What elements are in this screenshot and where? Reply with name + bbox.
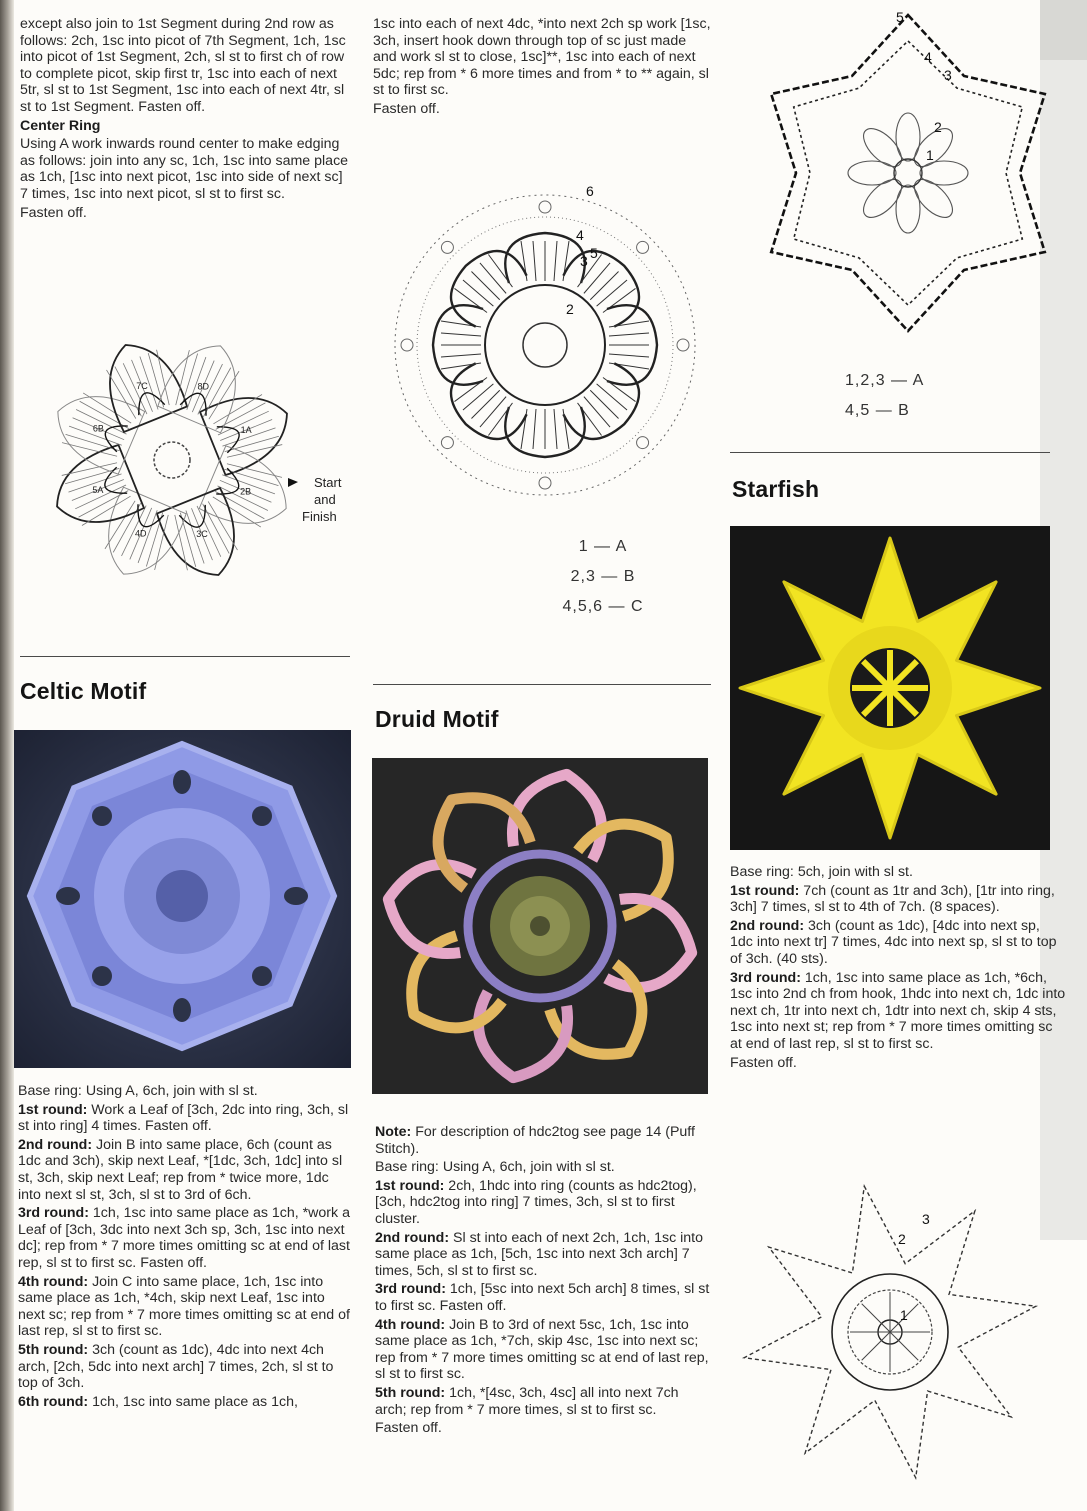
celtic-instructions xyxy=(18,1083,350,1412)
round-text: 1ch, [5sc into next 5ch arch] 8 times, sl st to first sc. Fasten off. xyxy=(375,1281,710,1314)
instruction-paragraph xyxy=(375,1385,711,1418)
celtic-join-instructions xyxy=(20,16,350,223)
round-label: 5th round: xyxy=(18,1341,89,1358)
divider xyxy=(20,656,350,657)
book-spine-shadow xyxy=(0,0,14,1511)
round-text: 7ch (count as 1tr and 3ch), [1tr into ring, 3ch] 7 times, sl st to 4th of 7ch. (8 spaces). xyxy=(730,882,1055,916)
round-text: 1ch, 1sc into same place as 1ch, xyxy=(88,1393,298,1410)
round-text: Join C into same place, 1ch, 1sc into same place as 1ch, *4ch, skip next Leaf, 1sc into next sc; rep from * 7 more times omitting sc at end of last rep, sl st to first sc. xyxy=(18,1273,350,1340)
druid-round-number: 3 xyxy=(580,253,588,269)
curlicue-petal xyxy=(908,173,959,224)
start-label-1: Start xyxy=(314,475,342,490)
celtic-segment-label: 2B xyxy=(240,486,252,497)
color-key-item: 4,5 — B xyxy=(845,402,910,419)
round-text: Join B into same place, 6ch (count as 1dc and 3ch), skip next Leaf, *[1dc, 3ch, 1dc] into sl st, 3ch, skip next Leaf; rep from * twice more, 1dc into next sl st, 3ch, sl st to 3rd of 6ch. xyxy=(18,1136,343,1203)
instruction-paragraph xyxy=(375,1178,711,1228)
starfish-photo xyxy=(730,526,1050,850)
paragraph: except also join to 1st Segment during 2nd row as follows: 2ch, 1sc into picot of 7th Segment, 1ch, 1sc into picot of 1st Segment, 2ch, sl st to first ch of row to complete picot, skip first tr, 1sc into each of next 5tr, sl st to 1st Segment, 1sc into each of next 4tr, sl st to 1st Segment. Fasten off. xyxy=(20,16,346,115)
curlicue-color-key xyxy=(845,372,965,432)
divider xyxy=(373,684,711,685)
curlicue-round-number: 2 xyxy=(934,119,942,135)
center-ring-text: Using A work inwards round center to make edging as follows: join into any sc, 1ch, 1sc into same place as 1ch, [1sc into next picot, 1sc into side of next sc] 7 times, 1sc into next picot, sl st to first sc. xyxy=(20,136,349,202)
curlicue-round-number: 5 xyxy=(896,9,904,25)
round-text: 2ch, 1hdc into ring (counts as hdc2tog), [3ch, hdc2tog into ring] 7 times, 3ch, sl st to first cluster. xyxy=(375,1177,697,1227)
divider xyxy=(730,452,1050,453)
celtic-segment-label: 6B xyxy=(92,423,104,434)
celtic-segment-label: 3C xyxy=(196,529,208,540)
instruction-paragraph xyxy=(18,1274,350,1340)
druid-petal xyxy=(505,407,585,489)
round-label: 5th round: xyxy=(375,1384,446,1401)
center-ring-fasten: Fasten off. xyxy=(20,204,87,221)
curlicue-petal xyxy=(857,122,908,173)
celtic-segment-label: 1A xyxy=(240,425,252,436)
instruction-paragraph xyxy=(375,1281,711,1314)
round-label: 2nd round: xyxy=(18,1136,93,1153)
round-label: 4th round: xyxy=(18,1273,89,1290)
round-label: Note: xyxy=(375,1124,412,1140)
round-text: Join B to 3rd of next 5sc, 1ch, 1sc into same place as 1ch, *7ch, skip 4sc, 1sc into next sc; rep from * 7 more times omitting sc at end of last rep, sl st to first sc. xyxy=(375,1316,709,1383)
instruction-paragraph xyxy=(730,864,1066,881)
starfish-chart-spoke xyxy=(890,1332,918,1360)
round-label: 3rd round: xyxy=(18,1205,89,1222)
color-key-item: 1,2,3 — A xyxy=(845,372,925,389)
round-label: 1st round: xyxy=(375,1177,445,1194)
druid-petal xyxy=(415,215,529,329)
starfish-round-number: 3 xyxy=(922,1211,930,1227)
curlicue-round-number: 3 xyxy=(944,67,952,83)
instruction-paragraph xyxy=(375,1124,711,1157)
instruction-paragraph xyxy=(375,1420,711,1437)
curlicue-petal xyxy=(896,113,920,161)
round-label: 2nd round: xyxy=(730,917,805,934)
starfish-instructions xyxy=(730,864,1066,1073)
druid-round-number: 2 xyxy=(566,301,574,317)
round-text: 3ch (count as 1dc), [4dc into next sp, 1dc into next tr] 7 times, 4dc into next sp, sl st to top of 3ch. (40 sts). xyxy=(730,917,1057,967)
druid-round-number: 6 xyxy=(586,183,594,199)
starfish-title: Starfish xyxy=(732,476,820,502)
start-label-2: and xyxy=(314,492,336,507)
curlicue-outer-round xyxy=(771,15,1045,331)
round-text: For description of hdc2tog see page 14 (Puff Stitch). xyxy=(375,1124,695,1157)
instruction-paragraph xyxy=(730,883,1066,916)
round-label: 4th round: xyxy=(375,1316,446,1333)
round-text: 1ch, 1sc into same place as 1ch, *work a Leaf of [3ch, 3dc into next 3ch sp, 3ch, 1sc into next dc]; rep from * 7 more times omitting sc at end of last rep, sl st to first sc. Fasten off. xyxy=(18,1205,350,1271)
round-label: 2nd round: xyxy=(375,1229,450,1246)
curlicue-round-number: 4 xyxy=(924,49,932,65)
center-ring-heading: Center Ring xyxy=(20,117,101,134)
round-label: 6th round: xyxy=(18,1393,89,1410)
druid-title: Druid Motif xyxy=(375,706,499,732)
round-text: Base ring: Using A, 6ch, join with sl st. xyxy=(375,1159,615,1176)
start-arrow-icon xyxy=(288,478,298,487)
curlicue-motif-chart xyxy=(728,8,1058,348)
druid-petal xyxy=(607,305,689,385)
instruction-paragraph xyxy=(730,970,1066,1053)
round-text: Work a Leaf of [3ch, 2dc into ring, 3ch, sl st into ring] 4 times. Fasten off. xyxy=(18,1101,349,1135)
druid-petal xyxy=(561,361,675,475)
instruction-paragraph xyxy=(18,1394,350,1411)
color-key-item: 4,5,6 — C xyxy=(562,598,644,615)
druid-motif-chart xyxy=(380,180,710,520)
fasten-off: Fasten off. xyxy=(373,100,440,117)
druid-motif-photo xyxy=(372,758,708,1094)
instruction-paragraph xyxy=(730,1055,1066,1072)
starfish-chart-spoke xyxy=(862,1304,890,1332)
round-text: 1ch, *[4sc, 3ch, 4sc] all into next 7ch arch; rep from * 7 more times, sl st to first sc. xyxy=(375,1384,679,1418)
instruction-paragraph xyxy=(18,1205,350,1271)
instruction-paragraph xyxy=(375,1230,711,1280)
druid-round-number: 4 xyxy=(576,227,584,243)
instruction-paragraph xyxy=(375,1317,711,1383)
round-text: Sl st into each of next 2ch, 1ch, 1sc into same place as 1ch, [5ch, 1sc into next 3ch arch] 7 times, 5ch, sl st to first sc. xyxy=(375,1229,704,1279)
curlicue-petal xyxy=(848,161,896,185)
druid-petal xyxy=(415,361,529,475)
celtic-segment-label: 8D xyxy=(197,381,210,392)
round-label: 3rd round: xyxy=(730,969,801,986)
starfish-chart xyxy=(740,1160,1040,1505)
curlicue-petal xyxy=(857,173,908,224)
round-label: 1st round: xyxy=(730,882,800,899)
round-label: 1st round: xyxy=(18,1101,88,1118)
round-text: Fasten off. xyxy=(375,1420,442,1437)
druid-petal xyxy=(401,305,483,385)
starfish-round-number: 2 xyxy=(898,1231,906,1247)
instruction-paragraph xyxy=(18,1083,350,1100)
instruction-paragraph xyxy=(375,1159,711,1176)
celtic-motif-photo xyxy=(14,730,351,1068)
curlicue-round-number: 1 xyxy=(926,147,934,163)
celtic-title: Celtic Motif xyxy=(20,678,147,704)
instruction-paragraph xyxy=(18,1137,350,1203)
round-text: 3ch (count as 1dc), 4dc into next 4ch arch, [2ch, 5dc into next arch] 7 times, 2ch, sl st to top of 3ch. xyxy=(18,1341,334,1392)
instruction-paragraph xyxy=(730,918,1066,968)
round-label: 3rd round: xyxy=(375,1281,446,1298)
round-text: 1ch, 1sc into same place as 1ch, *6ch, 1sc into 2nd ch from hook, 1hdc into next ch, 1dc into next ch, 1tr into next ch, 1dtr into next ch, skip 4 sts, 1sc into next st; rep from * 7 more times omitting sc at end of last rep, sl st to first sc. xyxy=(730,969,1066,1052)
col2-top-instructions xyxy=(373,16,711,120)
paragraph: 1sc into each of next 4dc, *into next 2ch sp work [1sc, 3ch, insert hook down through top of sc just made and work sl st to close, 1sc]**, 1sc into each of next 5dc; rep from * 6 more times and from * to ** again, sl st to first sc. xyxy=(373,16,711,99)
color-key-item: 2,3 — B xyxy=(570,568,636,585)
instruction-paragraph xyxy=(18,1342,350,1392)
druid-color-key xyxy=(533,538,673,628)
starfish-chart-spoke xyxy=(862,1332,890,1360)
curlicue-petal xyxy=(896,185,920,233)
starfish-round-number: 1 xyxy=(900,1307,908,1323)
round-text: Fasten off. xyxy=(730,1054,797,1071)
druid-petal xyxy=(505,201,585,283)
start-label-3: Finish xyxy=(302,509,337,524)
celtic-segment-label: 7C xyxy=(136,380,148,391)
celtic-segment-label: 5A xyxy=(92,484,104,495)
celtic-center-ring xyxy=(154,442,190,478)
druid-round-number: 5 xyxy=(590,245,598,261)
celtic-segment-label: 4D xyxy=(134,528,147,539)
round-text: Base ring: Using A, 6ch, join with sl st. xyxy=(18,1083,258,1099)
round-text: Base ring: 5ch, join with sl st. xyxy=(730,864,913,880)
celtic-motif-chart xyxy=(20,292,360,632)
curlicue-petal xyxy=(920,161,968,185)
color-key-item: 1 — A xyxy=(578,538,628,555)
instruction-paragraph xyxy=(18,1102,350,1135)
druid-instructions xyxy=(375,1124,711,1439)
